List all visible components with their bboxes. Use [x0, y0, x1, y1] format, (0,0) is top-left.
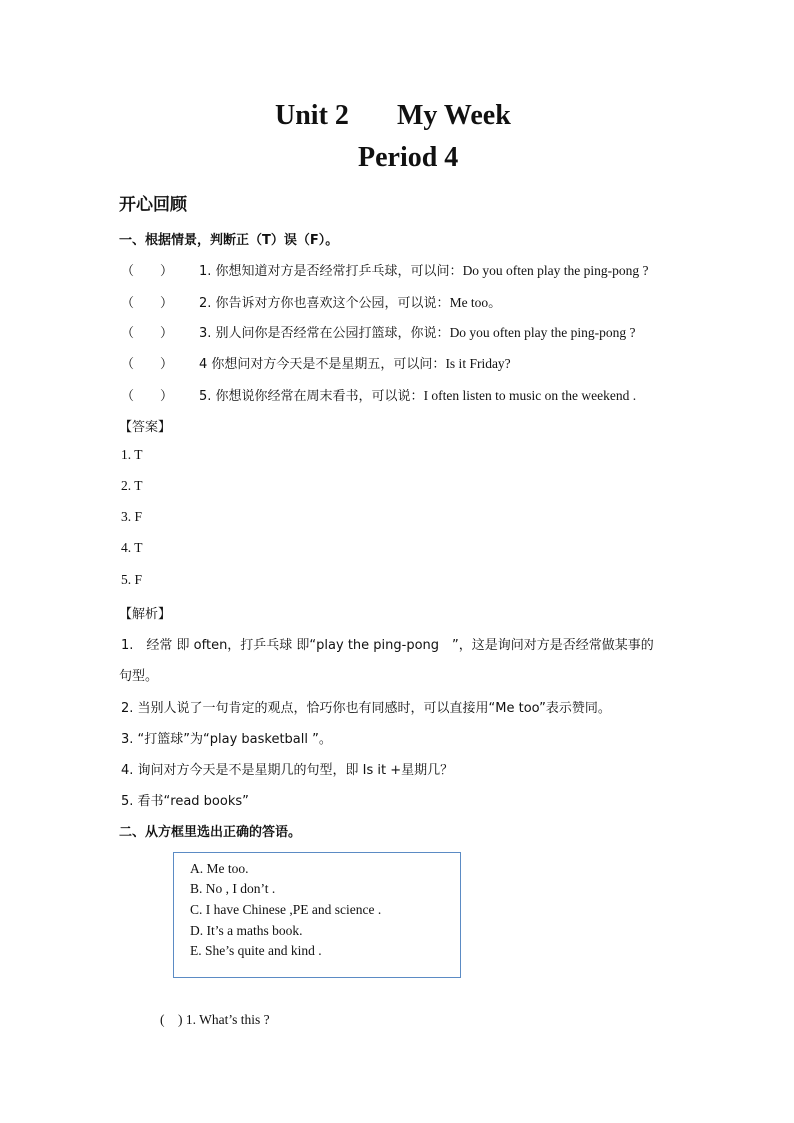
question-item: （ ） 2. 你告诉对方你也喜欢这个公园，可以说：Me too。 — [121, 291, 502, 311]
unit-label: Unit 2 — [275, 100, 349, 131]
answers-label: 【答案】 — [119, 420, 172, 435]
answer-paren[interactable]: （ ） — [121, 357, 174, 372]
option-item: D. It’s a maths book. — [190, 923, 303, 938]
analysis-line: 3. “打篮球”为“play basketball ”。 — [121, 732, 332, 747]
options-box — [173, 852, 461, 978]
question-item: （ ） 1. 你想知道对方是否经常打乒乓球，可以问：Do you often play the ping-pong ? — [121, 260, 649, 279]
answer-paren[interactable]: （ ） — [121, 389, 174, 404]
option-item: E. She’s quite and kind . — [190, 943, 322, 958]
analysis-line: 5. 看书“read books” — [121, 794, 249, 809]
unit-title: My Week — [397, 100, 511, 131]
analysis-line: 2. 当别人说了一句肯定的观点，恰巧你也有同感时，可以直接用“Me too”表示赞同。 — [121, 701, 611, 716]
analysis-label: 【解析】 — [119, 607, 172, 622]
section-title: 开心回顾 — [119, 195, 187, 215]
answer-item: 4. T — [121, 540, 143, 555]
question-item: （ ） 5. 你想说你经常在周末看书，可以说：I often listen to music on the weekend . — [121, 385, 636, 404]
answer-item: 3. F — [121, 509, 143, 524]
answer-paren[interactable]: （ ） — [121, 296, 174, 311]
question-item: （ ） 4 你想问对方今天是不是星期五，可以问：Is it Friday? — [121, 353, 511, 372]
analysis-line: 1. 经常 即 often，打乒乓球 即“play the ping-pong ”，这是询问对方是否经常做某事的 — [121, 638, 654, 653]
section2-instruction: 二、从方框里选出正确的答语。 — [119, 825, 302, 840]
question-item: （ ） 3. 别人问你是否经常在公园打篮球，你说：Do you often play the ping-pong ? — [121, 322, 636, 341]
answer-paren[interactable]: （ ） — [121, 264, 174, 279]
option-item: A. Me too. — [190, 861, 249, 876]
question-item[interactable]: ( ) 1. What’s this ? — [160, 1012, 270, 1027]
analysis-line: 句型。 — [119, 669, 159, 684]
answer-item: 2. T — [121, 478, 143, 493]
answer-item: 5. F — [121, 572, 143, 587]
option-item: C. I have Chinese ,PE and science . — [190, 902, 382, 917]
period-label: Period 4 — [358, 142, 459, 173]
answer-paren[interactable]: （ ） — [121, 326, 174, 341]
analysis-line: 4. 询问对方今天是不是星期几的句型，即 Is it +星期几？ — [121, 763, 454, 778]
answer-item: 1. T — [121, 447, 143, 462]
section1-instruction: 一、根据情景，判断正（T）误（F）。 — [119, 233, 339, 248]
option-item: B. No , I don’t . — [190, 881, 276, 896]
